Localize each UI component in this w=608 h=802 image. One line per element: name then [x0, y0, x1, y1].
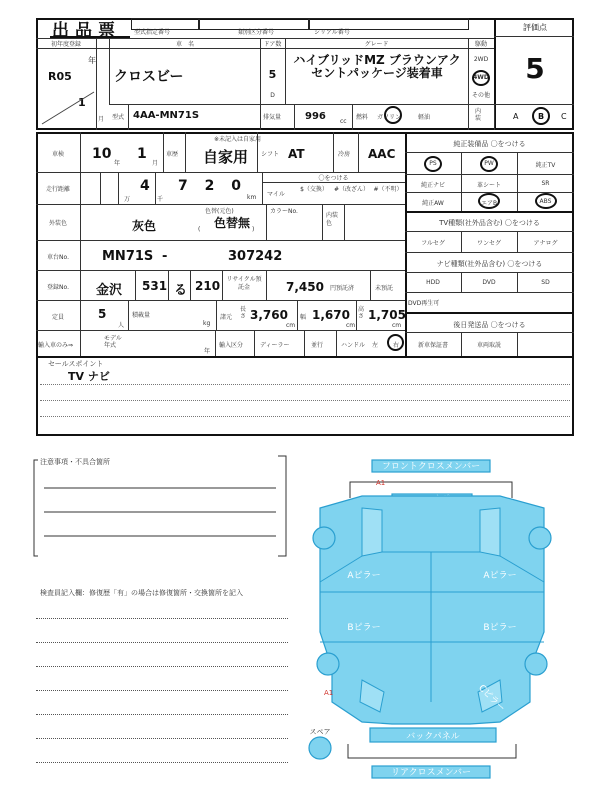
equip-airbag-circle [478, 193, 500, 209]
interior-color-label: 内装色 [326, 212, 339, 227]
drive-label: 駆動 [474, 41, 487, 48]
fuel-gasoline-circle [384, 106, 402, 124]
model-designation-cell: 型式指定番号 [131, 18, 199, 30]
body-shell [320, 496, 544, 724]
mileage-note: 〇をつける [318, 175, 349, 182]
equip-ps: PS [429, 160, 437, 167]
color-value: 灰色 [132, 219, 157, 233]
reg-number: 210 [195, 279, 221, 293]
drive-2wd: 2WD [473, 56, 489, 63]
man-unit: 万 [124, 196, 131, 203]
equip-genuine-aw: 純正AW [422, 200, 444, 207]
fuel-diesel: 軽油 [418, 114, 431, 121]
km-unit: km [247, 194, 257, 201]
front-cross-label: フロントクロスメンバー [381, 462, 481, 472]
cc-unit: cc [340, 118, 347, 125]
a-pillar-right-label: Aピラー [483, 571, 517, 581]
import-dealer: ディーラー [260, 342, 290, 349]
inspection-month: 1 [137, 146, 147, 162]
a-pillar-left-label: Aピラー [347, 571, 381, 581]
era-year: R05 [48, 70, 72, 83]
dims-label: 諸元 [220, 314, 233, 321]
meter-tamper: #（改ざん） [334, 186, 370, 193]
handle-left: 左 [372, 342, 379, 349]
meter-swap: $（交換） [300, 186, 328, 193]
chassis-dash: - [162, 249, 168, 264]
capacity-unit: 人 [118, 322, 125, 329]
first-reg-slash [40, 90, 96, 126]
interior-label: 内装 [475, 108, 482, 122]
category-cell: 類別区分番号 [199, 18, 309, 30]
equip-genuine-navi: 純正ナビ [420, 182, 445, 189]
eval-label: 評価点 [523, 23, 547, 32]
inspection-year-unit: 年 [114, 160, 121, 167]
reg-kana: る [174, 283, 188, 298]
history-note: ※未記入は自家用 [214, 136, 262, 143]
tv-analog: アナログ [533, 240, 558, 247]
tv-full-seg: フルセグ [421, 240, 445, 247]
mileage-label: 走行距離 [45, 186, 70, 193]
year-unit: 年 [88, 56, 96, 65]
spare-label: スペア [309, 728, 331, 736]
import-label: 輸入車のみ⇒ [38, 342, 74, 349]
shift-label: シフト [261, 151, 280, 158]
serial-cell: シリアル番号 [309, 18, 469, 30]
color-change-value: 色替無 [214, 216, 251, 230]
model-year-suffix: 年 [204, 348, 211, 355]
recycle-unit: 円預託済 [330, 285, 355, 292]
color-no-label: カラーNo. [270, 208, 298, 215]
import-class-label: 輸入区分 [219, 342, 244, 349]
tv-one-seg: ワンセグ [476, 240, 501, 247]
b-pillar-left-label: Bピラー [347, 623, 381, 633]
car-name-label: 車 名 [175, 41, 194, 48]
equip-leather: 革シート [476, 182, 501, 189]
wheel-front-left [313, 527, 335, 549]
body-diagram [300, 452, 580, 788]
import-parallel: 並行 [311, 342, 324, 349]
model-year-label: モデル年式 [104, 335, 122, 349]
door-count: 5 [268, 68, 277, 81]
equip-ps-circle [424, 156, 442, 172]
meter-mile: マイル [267, 191, 285, 198]
door-sub: D [270, 92, 275, 99]
reg-label: 登録No. [47, 284, 69, 291]
b-pillar-right-label: Bピラー [483, 623, 517, 633]
vehicle-type: 4AA-MN71S [133, 110, 200, 121]
handle-right-circle [387, 334, 404, 351]
caution-label: 注意事項・不具合箇所 [40, 458, 110, 466]
handle-label: ハンドル [341, 342, 366, 349]
chassis-model: MN71S [102, 249, 154, 264]
later-manual: 車両取説 [476, 342, 501, 349]
wheel-rear-left [317, 653, 339, 675]
width-label: 幅 [300, 314, 307, 321]
inspection-month-unit: 月 [152, 160, 159, 167]
load-kg: kg [203, 320, 211, 327]
tv-title: TV種類(社外品含む) 〇をつける [439, 219, 540, 227]
rear-damage-mark: A1 [324, 689, 334, 697]
ac-label: 冷房 [338, 151, 351, 158]
width-cm: cm [346, 322, 356, 329]
eval-score: 5 [525, 52, 545, 85]
spare-tire [309, 737, 331, 759]
interior-b-circle [532, 107, 550, 125]
height-value: 1,705 [368, 308, 406, 322]
car-name: クロスビー [114, 69, 184, 85]
recycle-value: 7,450 [286, 280, 324, 294]
load-label: 積載量 [132, 312, 151, 319]
wheel-front-right [529, 527, 551, 549]
drive-4wd: 4WD [473, 74, 489, 81]
caution-bracket [30, 452, 292, 564]
later-title: 後日発送品 〇をつける [453, 321, 526, 329]
first-reg-month: 1 [78, 96, 86, 109]
navi-sd: SD [541, 279, 550, 286]
capacity-value: 5 [98, 307, 107, 321]
equip-genuine-tv: 純正TV [535, 162, 556, 169]
grade-text: ハイブリッドMZ ブラウンアクセントパッケージ装着車 [293, 53, 461, 80]
drive-other: その他 [471, 92, 490, 99]
capacity-label: 定員 [51, 314, 64, 321]
color-label: 外装色 [48, 220, 67, 227]
front-damage-mark: A1 [376, 479, 386, 487]
mileage-man: 4 [140, 178, 150, 194]
ac-value: AAC [368, 147, 396, 161]
interior-grade-a: A [513, 112, 519, 121]
length-label: 長さ [240, 306, 247, 320]
sen-unit: 千 [157, 196, 164, 203]
equip-airbag: エアB [480, 200, 498, 207]
equip-abs: ABS [539, 198, 552, 205]
interior-grade-b: B [538, 112, 545, 121]
type-label: 型式 [112, 114, 125, 121]
displacement-label: 排気量 [263, 114, 282, 121]
chassis-label: 車台No. [47, 254, 69, 261]
inspector-label: 検査員記入欄：修復歴「有」の場合は修復箇所・交換箇所を記入 [40, 589, 243, 597]
width-value: 1,670 [312, 308, 350, 322]
grade-label: グレード [364, 41, 389, 48]
month-unit: 月 [98, 116, 105, 123]
inspection-year: 10 [92, 146, 112, 162]
displacement-value: 996 [305, 111, 326, 122]
height-label: 高さ [358, 306, 365, 320]
fuel-gasoline: ガソリン [377, 114, 402, 121]
navi-hdd: HDD [426, 279, 440, 286]
equip-sr: SR [541, 180, 550, 187]
history-label: 車歴 [166, 151, 179, 158]
reg-class: 531 [142, 279, 168, 293]
chassis-number: 307242 [228, 249, 283, 264]
length-value: 3,760 [250, 308, 288, 322]
sales-point-text: TV ナビ [68, 370, 110, 383]
drive-4wd-circle [472, 70, 490, 86]
equip-pw-circle [480, 156, 498, 172]
later-warranty: 新車保証書 [417, 342, 448, 349]
standard-title: 純正装備品 〇をつける [453, 140, 526, 148]
interior-grade-c: C [561, 112, 567, 121]
color-change-label: 色替(元色) [205, 208, 234, 215]
wheel-rear-right [525, 653, 547, 675]
fuel-label: 燃料 [356, 114, 369, 121]
navi-title: ナビ種類(社外品含む) 〇をつける [436, 260, 543, 268]
navi-dvd-play: DVD再生可 [408, 300, 440, 307]
recycle-not: 未預託 [375, 285, 394, 292]
navi-dvd: DVD [482, 279, 496, 286]
inspection-label: 車検 [51, 151, 64, 158]
equip-pw: PW [484, 160, 494, 167]
doors-label: ドア数 [263, 41, 282, 48]
meter-unknown: #（不明） [373, 186, 403, 193]
back-panel-label: バックパネル [406, 732, 460, 742]
history-value: 自家用 [203, 148, 249, 166]
form-title: 出品票 [52, 21, 121, 41]
c-pillar-right-label: Cピラー [476, 683, 507, 714]
length-cm: cm [286, 322, 296, 329]
shift-value: AT [288, 147, 305, 161]
recycle-label: リサイクル預託金 [226, 276, 262, 291]
first-reg-label: 初年度登録 [50, 41, 81, 48]
height-cm: cm [392, 322, 402, 329]
sales-point-label: セールスポイント [48, 360, 104, 368]
reg-region: 金沢 [96, 283, 123, 298]
rear-cross-label: リアクロスメンバー [390, 768, 472, 778]
handle-right: 右 [393, 342, 400, 349]
equip-abs-circle [535, 193, 557, 209]
mileage-rest: 7 2 0 [178, 178, 247, 194]
